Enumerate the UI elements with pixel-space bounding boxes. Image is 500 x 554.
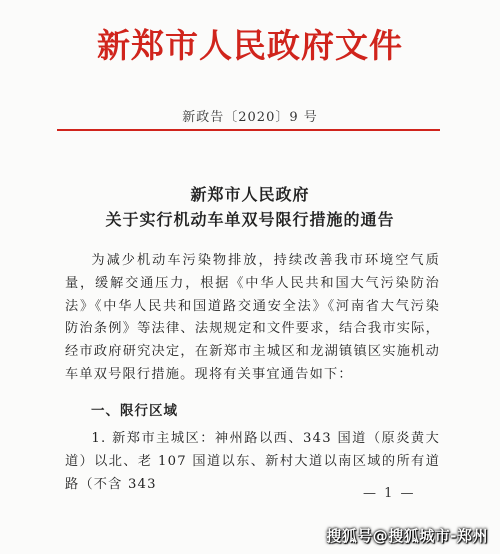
intro-paragraph (65, 250, 440, 387)
masthead-title: 新郑市人民政府文件 (97, 26, 403, 65)
page-number: — 1 — (363, 486, 416, 501)
watermark: 搜狐号@搜狐城市-郑州 (326, 527, 488, 545)
document-number: 新政告〔2020〕9 号 (182, 110, 318, 125)
item-text: 1. 新郑市主城区：神州路以西、343 国道（原炎黄大道）以北、老 107 国道以东、新村大道以南区域的所有道路（不含 343 (65, 431, 440, 492)
section-heading: 一、限行区域 (91, 403, 178, 419)
intro-text: 为减少机动车污染物排放，持续改善我市环境空气质量，缓解交通压力，根据《中华人民共和国大气污染防治法》《中华人民共和国道路交通安全法》《河南省大气污染防治条例》等法律、法规规定和文件要求，结合我市实际，经市政府研究决定，在新郑市主城区和龙湖镇镇区实施机动车单双号限行措施。现将有关事宜通告如下： (65, 253, 440, 382)
red-divider-line (57, 129, 440, 131)
notice-issuer: 新郑市人民政府 (190, 185, 310, 204)
notice-title: 关于实行机动车单双号限行措施的通告 (105, 210, 395, 229)
